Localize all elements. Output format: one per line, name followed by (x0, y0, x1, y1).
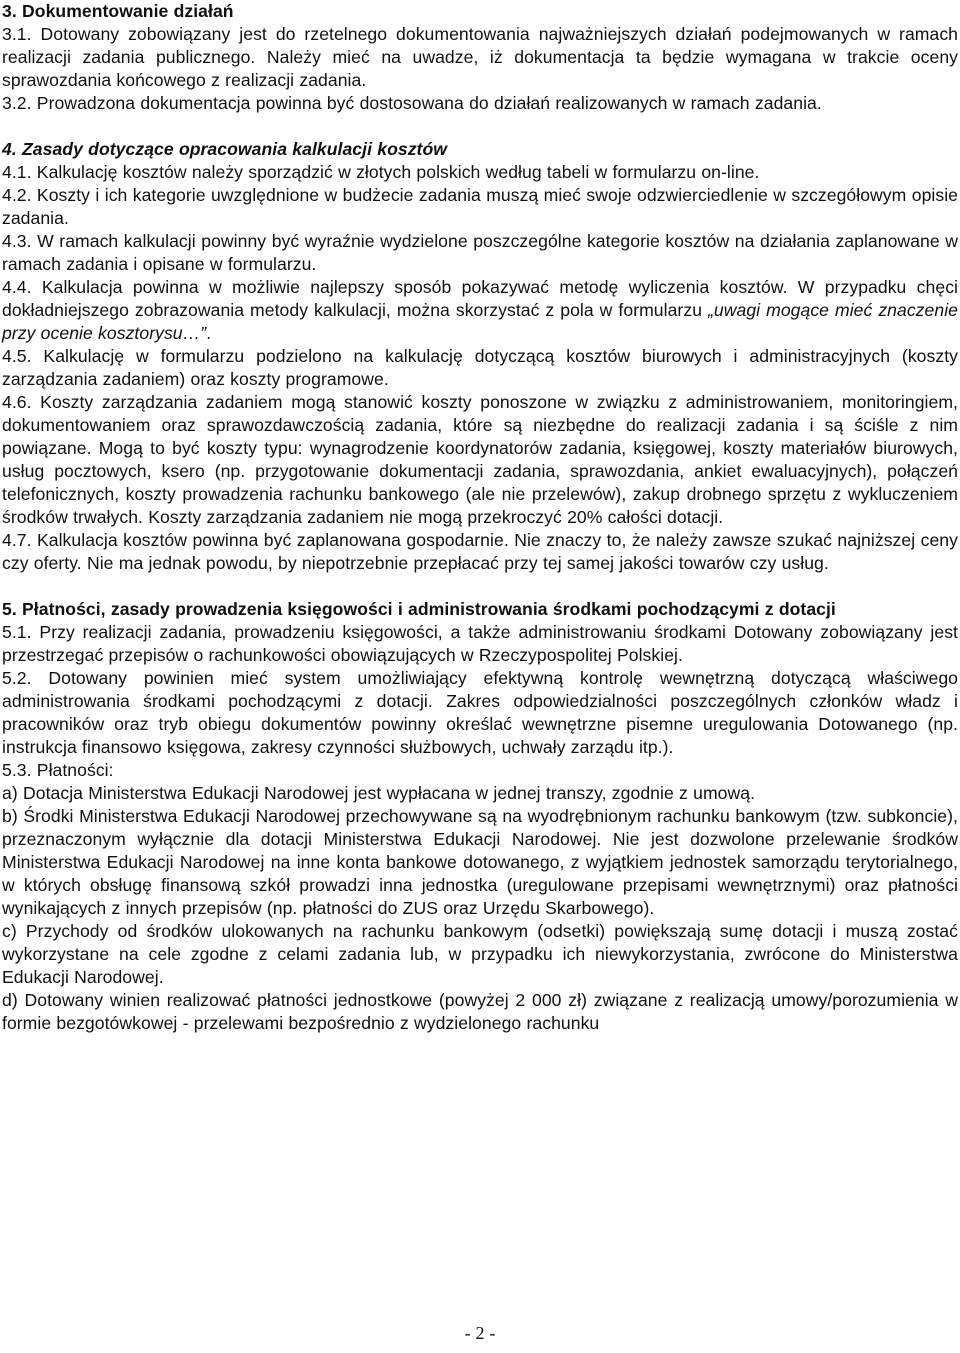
paragraph-3-1: 3.1. Dotowany zobowiązany jest do rzetelnego dokumentowania najważniejszych działań podejmowanych w ramach realizacji zadania publicznego. Należy mieć na uwadze, iż dokumentacja ta będzie wymagana w trakcie oceny sprawozdania końcowego z realizacji zadania. (2, 24, 958, 90)
paragraph-5-3-a: a) Dotacja Ministerstwa Edukacji Narodowej jest wypłacana w jednej transzy, zgodnie z umową. (2, 783, 756, 803)
paragraph-4-3: 4.3. W ramach kalkulacji powinny być wyraźnie wydzielone poszczególne kategorie kosztów na działania zaplanowane w ramach zadania i opisane w formularzu. (2, 231, 958, 274)
paragraph-4-6: 4.6. Koszty zarządzania zadaniem mogą stanowić koszty ponoszone w związku z administrowaniem, monitoringiem, dokumentowaniem oraz sprawozdawczością zadania, które są niezbędne do realizacji zadania i są ściśle z nim powiązane. Mogą to być koszty typu: wynagrodzenie koordynatorów zadania, księgowej, koszty materiałów biurowych, usług pocztowych, ksero (np. przygotowanie dokumentacji zadania, sprawozdania, ankiet ewaluacyjnych), połączeń telefonicznych, koszty prowadzenia rachunku bankowego (ale nie przelewów), zakup drobnego sprzętu z wykluczeniem środków trwałych. Koszty zarządzania zadaniem nie mogą przekroczyć 20% całości dotacji. (2, 392, 958, 527)
paragraph-4-4-italic: „uwagi mogące mieć znaczenie przy ocenie kosztorysu…” (2, 300, 958, 343)
paragraph-4-7: 4.7. Kalkulacja kosztów powinna być zaplanowana gospodarnie. Nie znaczy to, że należy zawsze szukać najniższej ceny czy oferty. Nie ma jednak powodu, by niepotrzebnie przepłacać przy tej samej jakości towarów czy usług. (2, 530, 958, 573)
paragraph-4-4-text: 4.4. Kalkulacja powinna w możliwie najlepszy sposób pokazywać metodę wyliczenia kosztów. W przypadku chęci dokładniejszego zobrazowania metody kalkulacji, można skorzystać z pola w formularzu (2, 277, 958, 320)
paragraph-4-4 (2, 276, 958, 345)
paragraph-4-4-end: . (206, 323, 212, 343)
paragraph-5-2: 5.2. Dotowany powinien mieć system umożliwiający efektywną kontrolę wewnętrzną dotyczącą właściwego administrowania środkami pochodzącymi z dotacji. Zakres odpowiedzialności poszczególnych członków władz i pracowników oraz tryb obiegu dokumentów powinny określać wewnętrzne pisemne uregulowania Dotowanego (np. instrukcja finansowo księgowa, zakresy czynności służbowych, uchwały zarządu itp.). (2, 668, 958, 757)
paragraph-5-3-d: d) Dotowany winien realizować płatności jednostkowe (powyżej 2 000 zł) związane z realizacją umowy/porozumienia w formie bezgotówkowej - przelewami bezpośrednio z wydzielonego rachunku (2, 990, 958, 1033)
section-5-heading: 5. Płatności, zasady prowadzenia księgowości i administrowania środkami pochodzącymi z dotacji (2, 599, 836, 619)
page-number: - 2 - (464, 1323, 496, 1343)
paragraph-5-3-c: c) Przychody od środków ulokowanych na rachunku bankowym (odsetki) powiększają sumę dotacji i muszą zostać wykorzystane na cele zgodne z celami zadania lub, w przypadku ich niewykorzystania, zwrócone do Ministerstwa Edukacji Narodowej. (2, 921, 958, 987)
paragraph-4-2: 4.2. Koszty i ich kategorie uwzględnione w budżecie zadania muszą mieć swoje odzwierciedlenie w szczegółowym opisie zadania. (2, 185, 958, 228)
section-3-heading: 3. Dokumentowanie działań (2, 1, 234, 21)
spacer (2, 115, 958, 138)
paragraph-5-3-b: b) Środki Ministerstwa Edukacji Narodowej przechowywane są na wyodrębnionym rachunku bankowym (tzw. subkoncie), przeznaczonym wyłącznie dla dotacji Ministerstwa Edukacji Narodowej. Nie jest dozwolone przelewanie środków Ministerstwa Edukacji Narodowej na inne konta bankowe dotowanego, z wyjątkiem jednostek samorządu terytorialnego, w których obsługę finansową szkół prowadzi inna jednostka (uregulowane przepisami wewnętrznymi) oraz płatności wynikających z innych przepisów (np. płatności do ZUS oraz Urzędu Skarbowego). (2, 806, 958, 918)
paragraph-4-5: 4.5. Kalkulację w formularzu podzielono na kalkulację dotyczącą kosztów biurowych i administracyjnych (koszty zarządzania zadaniem) oraz koszty programowe. (2, 346, 958, 389)
spacer (2, 575, 958, 598)
paragraph-5-3: 5.3. Płatności: (2, 760, 114, 780)
paragraph-3-2: 3.2. Prowadzona dokumentacja powinna być dostosowana do działań realizowanych w ramach zadania. (2, 93, 822, 113)
section-4-heading: 4. Zasady dotyczące opracowania kalkulacji kosztów (2, 139, 447, 159)
paragraph-5-1: 5.1. Przy realizacji zadania, prowadzeniu księgowości, a także administrowaniu środkami Dotowany zobowiązany jest przestrzegać przepisów o rachunkowości obowiązujących w Rzeczypospolitej Polskiej. (2, 622, 958, 665)
paragraph-4-1: 4.1. Kalkulację kosztów należy sporządzić w złotych polskich według tabeli w formularzu on-line. (2, 162, 760, 182)
